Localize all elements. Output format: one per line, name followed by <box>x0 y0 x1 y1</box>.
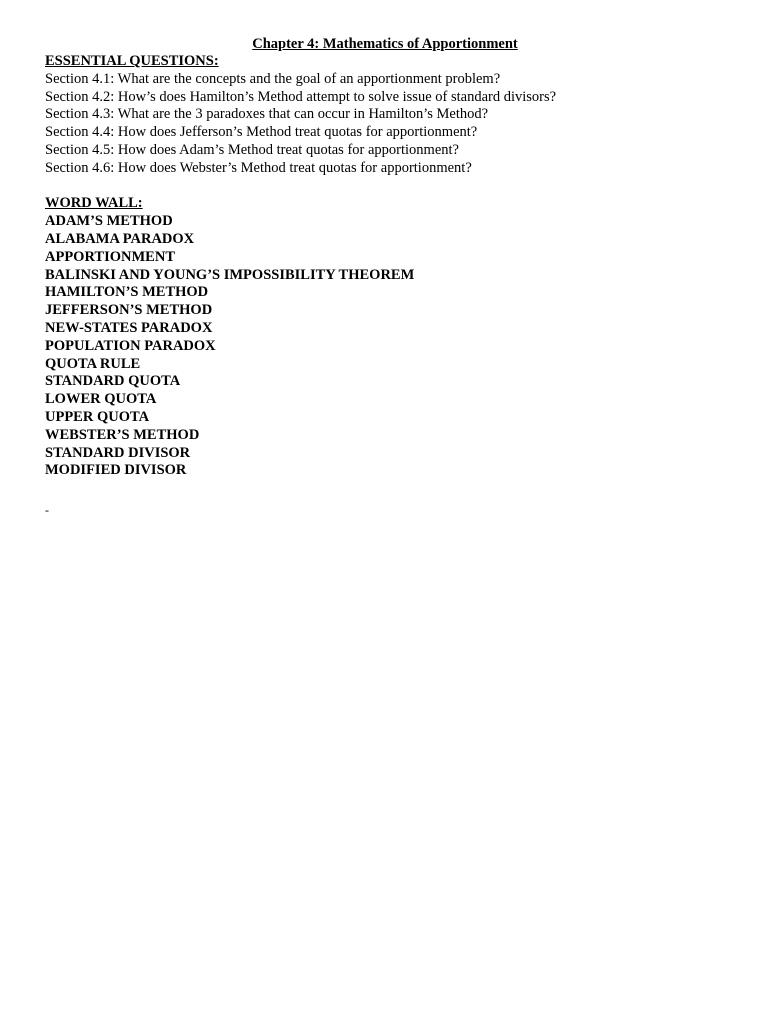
question-item: Section 4.5: How does Adam’s Method treat quotas for apportionment? <box>45 141 459 158</box>
word-wall-heading: WORD WALL: <box>45 195 143 212</box>
trailing-dash: - <box>45 503 49 518</box>
document-title: Chapter 4: Mathematics of Apportionment <box>252 36 518 52</box>
word-wall-list <box>45 213 745 480</box>
document-body <box>45 53 745 516</box>
essential-questions-heading: ESSENTIAL QUESTIONS: <box>45 53 219 69</box>
word-wall-term: UPPER QUOTA <box>45 408 150 425</box>
word-wall-term: ALABAMA PARADOX <box>45 230 195 247</box>
question-item: Section 4.2: How’s does Hamilton’s Method attempt to solve issue of standard divisors? <box>45 88 557 105</box>
word-wall-term: LOWER QUOTA <box>45 391 157 408</box>
word-wall-term: APPORTIONMENT <box>45 248 175 265</box>
word-wall-term: STANDARD QUOTA <box>45 373 181 390</box>
essential-questions-list <box>45 71 745 178</box>
word-wall-term: ADAM’S METHOD <box>45 213 173 230</box>
word-wall-term: WEBSTER’S METHOD <box>45 426 200 443</box>
question-item: Section 4.3: What are the 3 paradoxes that can occur in Hamilton’s Method? <box>45 106 489 123</box>
section-spacer <box>45 178 745 196</box>
word-wall-term: QUOTA RULE <box>45 355 141 372</box>
word-wall-term: STANDARD DIVISOR <box>45 444 191 461</box>
question-item: Section 4.4: How does Jefferson’s Method treat quotas for apportionment? <box>45 124 478 141</box>
question-item: Section 4.6: How does Webster’s Method treat quotas for apportionment? <box>45 159 472 176</box>
word-wall-term: HAMILTON’S METHOD <box>45 284 209 301</box>
word-wall-term: MODIFIED DIVISOR <box>45 462 187 479</box>
question-item: Section 4.1: What are the concepts and the goal of an apportionment problem? <box>45 70 501 87</box>
word-wall-term: JEFFERSON’S METHOD <box>45 302 213 319</box>
word-wall-term: NEW-STATES PARADOX <box>45 319 213 336</box>
word-wall-term: POPULATION PARADOX <box>45 337 216 354</box>
word-wall-term: BALINSKI AND YOUNG’S IMPOSSIBILITY THEOREM <box>45 266 415 283</box>
